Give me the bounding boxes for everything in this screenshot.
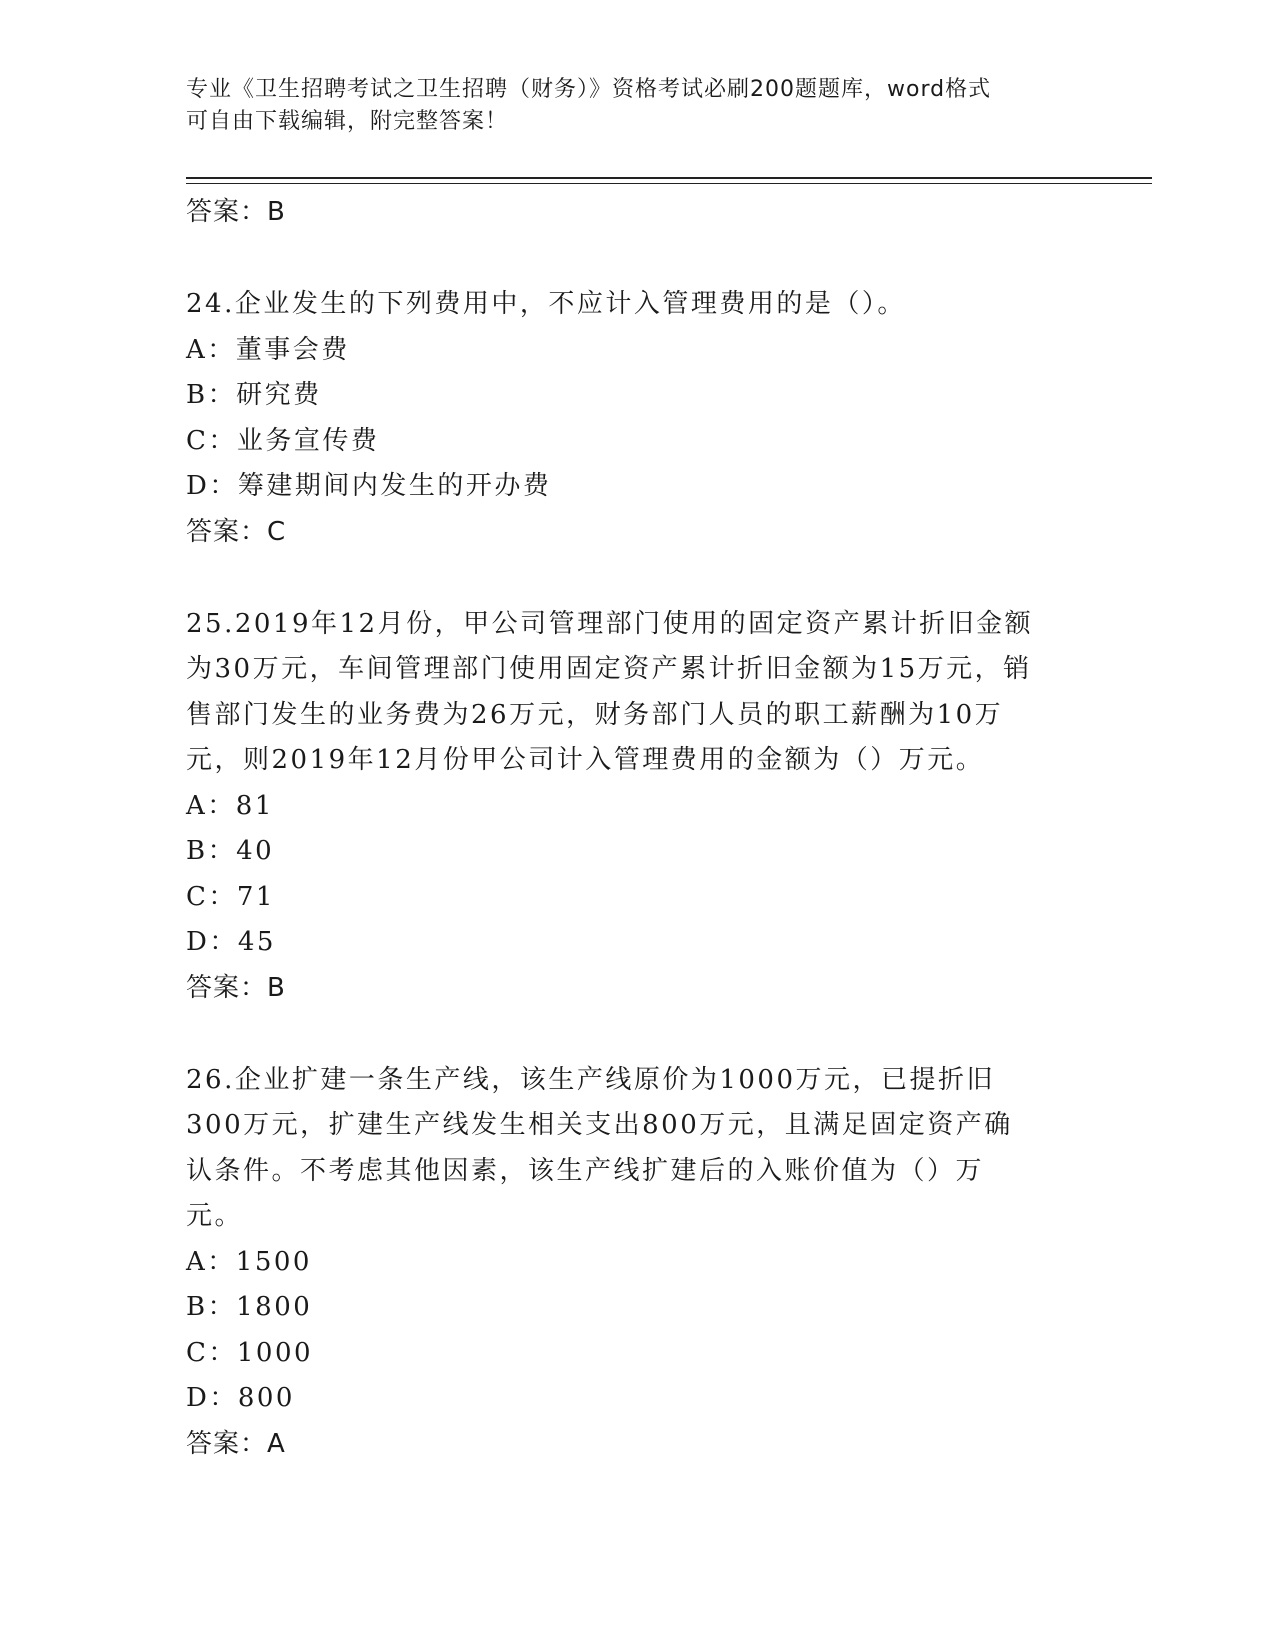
question-24 [186,282,1086,555]
option-d: D：筹建期间内发生的开办费 [186,471,552,501]
option-c: C：业务宣传费 [186,425,380,456]
question-stem: 25.2019年12月份，甲公司管理部门使用的固定资产累计折旧金额为30万元，车间管理部门使用固定资产累计折旧金额为15万元，销售部门发生的业务费为26万元，财务部门人员的职工薪酬为10万元，则2019年12月份甲公司计入管理费用的金额为（）万元。 [186,608,1034,775]
option-a: A：1500 [186,1246,312,1277]
question-stem: 24.企业发生的下列费用中，不应计入管理费用的是（）。 [186,289,906,319]
question-stem: 26.企业扩建一条生产线，该生产线原价为1000万元，已提折旧300万元，扩建生产线发生相关支出800万元，且满足固定资产确认条件。不考虑其他因素，该生产线扩建后的入账价值为（）万元。 [186,1064,1013,1231]
option-b: B：1800 [186,1292,313,1322]
option-b: B：研究费 [186,380,322,410]
option-c: C：71 [186,881,275,912]
header-divider-thin [186,183,1152,184]
answer-line: 答案：B [186,972,286,1003]
option-d: D：800 [186,1383,295,1413]
document-header [186,74,1066,138]
header-title-line-1: 专业《卫生招聘考试之卫生招聘（财务）》资格考试必刷200题题库，word格式 [186,77,992,102]
question-26 [186,1058,1086,1467]
option-a: A：董事会费 [186,334,350,365]
answer-line: 答案：A [186,1428,286,1459]
previous-answer: 答案：B [186,197,286,227]
header-divider [186,177,1152,179]
answer-line: 答案：C [186,516,287,547]
option-d: D：45 [186,927,276,957]
question-25 [186,602,1086,1011]
option-b: B：40 [186,836,275,866]
question-list [186,190,1086,1467]
option-a: A：81 [186,790,274,821]
header-title-line-2: 可自由下载编辑，附完整答案！ [186,109,509,134]
option-c: C：1000 [186,1337,314,1368]
